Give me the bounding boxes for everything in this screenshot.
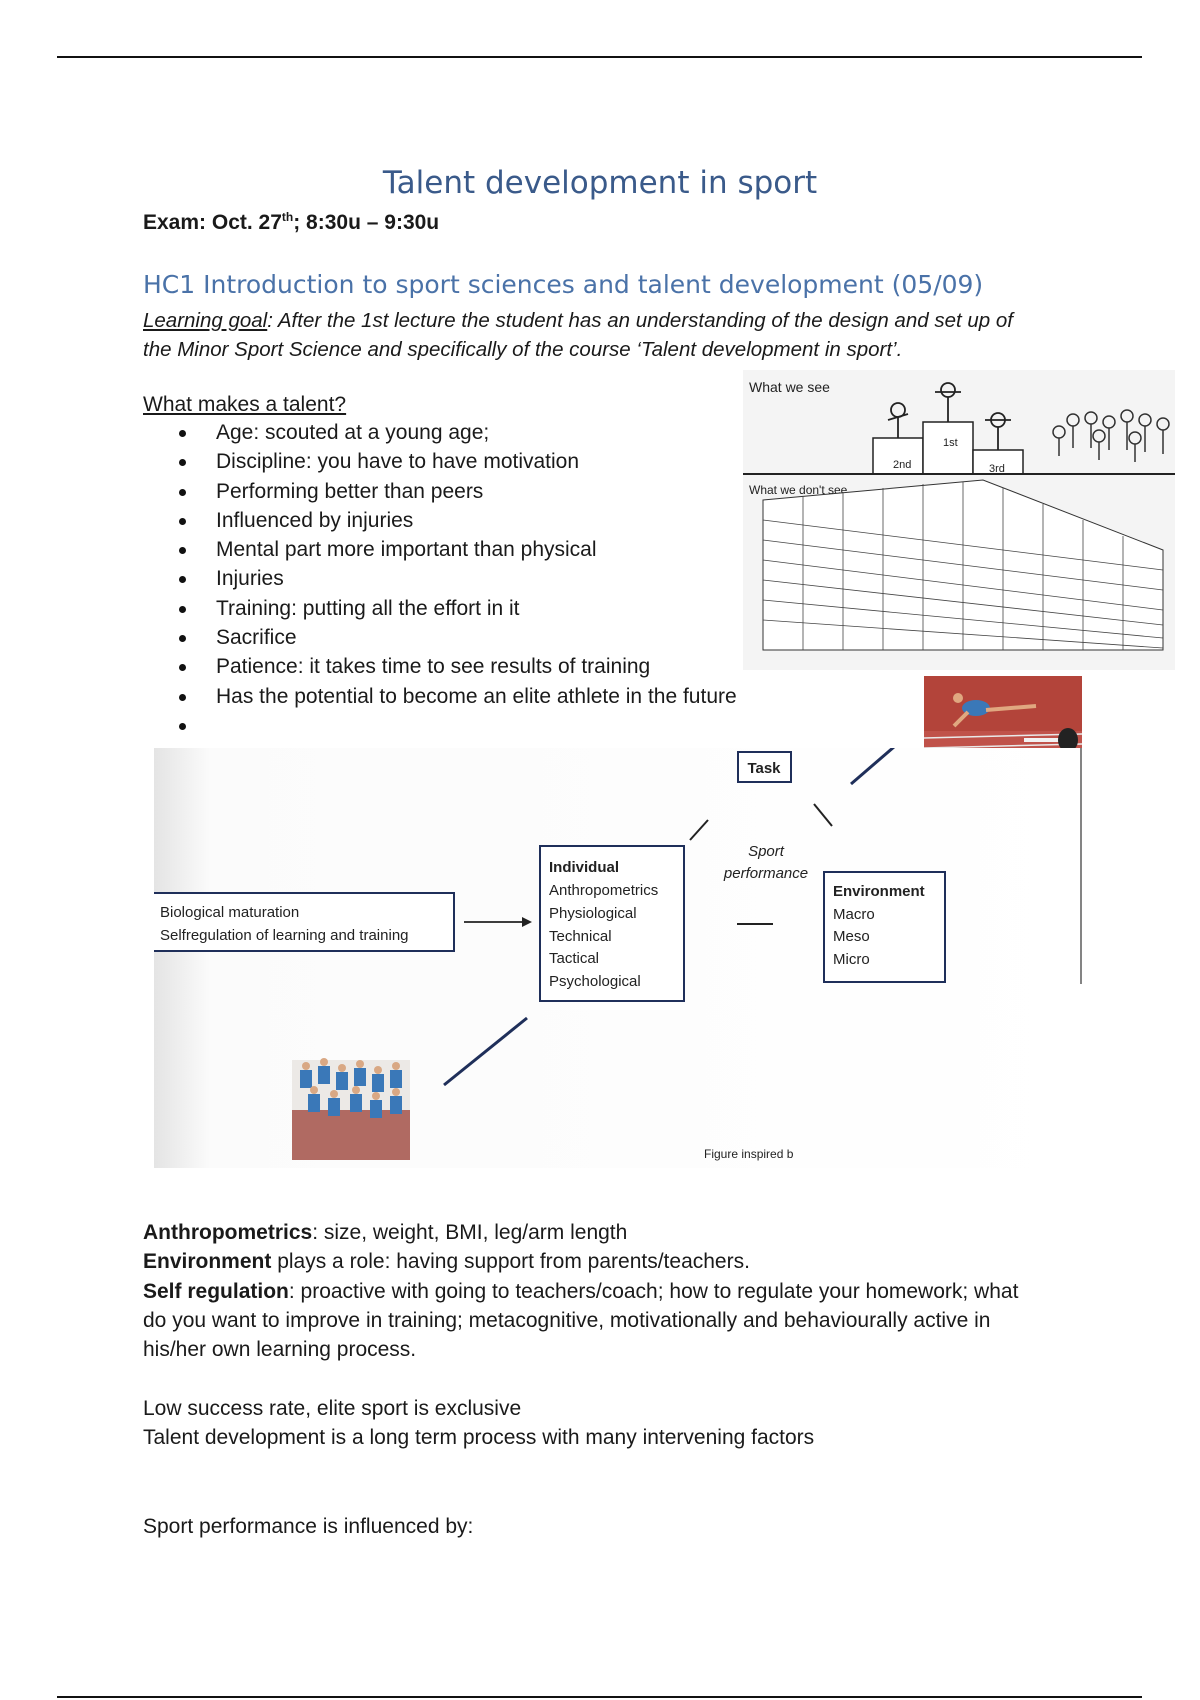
self-regulation-note: [143, 1277, 1033, 1364]
performance-label: performance: [723, 865, 809, 882]
list-item: Injuries: [143, 564, 737, 593]
footer-rule: [57, 1696, 1142, 1698]
page-title: Talent development in sport: [382, 165, 818, 201]
environment-item: Meso: [833, 928, 870, 945]
self-regulation-text: : proactive with going to teachers/coach; how to regulate your homework; what do you want to improve in training; metacognitive, motivationally and behaviourally active in his/her own learning process.: [143, 1280, 1019, 1361]
list-item: Age: scouted at a young age;: [143, 418, 737, 447]
list-item: [143, 711, 737, 740]
environment-item: Micro: [833, 951, 870, 968]
header-rule: [57, 56, 1142, 58]
individual-item: Anthropometrics: [549, 882, 659, 899]
list-item: Mental part more important than physical: [143, 535, 737, 564]
list-item: Patience: it takes time to see results of training: [143, 652, 737, 681]
hurdler-photo: [924, 676, 1082, 758]
what-we-dont-see-label: What we don't see: [749, 483, 848, 497]
what-we-see-label: What we see: [749, 379, 830, 395]
individual-item: Tactical: [549, 950, 600, 967]
exam-date: [143, 210, 439, 235]
individual-item: Psychological: [549, 973, 641, 990]
anthropometrics-text: : size, weight, BMI, leg/arm length: [312, 1221, 628, 1244]
list-item: Training: putting all the effort in it: [143, 594, 737, 623]
iceberg-svg: [743, 370, 1175, 670]
learning-goal-text: : After the 1st lecture the student has an understanding of the design and set up of the Minor Sport Science and specifically of the course ‘Talent development in sport’.: [143, 309, 1013, 361]
list-item: Performing better than peers: [143, 477, 737, 506]
runners-photo: [292, 1058, 410, 1160]
sport-label: Sport: [748, 843, 784, 860]
place-1-label: 1st: [943, 437, 958, 449]
environment-text: plays a role: having support from parents/teachers.: [271, 1250, 750, 1273]
influenced-by-line: Sport performance is influenced by:: [143, 1515, 474, 1538]
self-regulation-label: Self regulation: [143, 1280, 289, 1303]
place-2-label: 2nd: [893, 459, 912, 471]
success-rate-line: Low success rate, elite sport is exclusive: [143, 1397, 522, 1420]
individual-item: Technical: [549, 928, 612, 945]
list-item: Influenced by injuries: [143, 506, 737, 535]
figure-caption: Figure inspired b: [704, 1147, 794, 1161]
list-item: Has the potential to become an elite athlete in the future: [143, 682, 737, 711]
hurdler-svg: [924, 676, 1082, 758]
environment-label: Environment: [143, 1250, 272, 1273]
learning-goal: [143, 306, 1043, 364]
place-3-label: 3rd: [989, 463, 1005, 475]
environment-title: Environment: [833, 883, 925, 900]
environment-note: [143, 1247, 1043, 1276]
exam-sup: th: [281, 210, 294, 224]
iceberg-illustration: [743, 370, 1175, 670]
bio-line-2: Selfregulation of learning and training: [160, 927, 409, 944]
sport-performance-diagram: [154, 748, 1086, 1168]
long-term-line: Talent development is a long term process with many intervening factors: [143, 1426, 815, 1449]
bio-line-1: Biological maturation: [160, 904, 300, 921]
section-heading: HC1 Introduction to sport sciences and talent development (05/09): [143, 270, 984, 299]
task-label: Task: [747, 760, 781, 777]
talent-question: What makes a talent?: [143, 393, 347, 416]
individual-item: Physiological: [549, 905, 637, 922]
diagram-svg: [154, 748, 1086, 1168]
individual-title: Individual: [549, 859, 620, 876]
talent-list: [143, 418, 737, 740]
list-item: Sacrifice: [143, 623, 737, 652]
anthropometrics-label: Anthropometrics: [143, 1221, 313, 1244]
exam-prefix: Exam: Oct. 27: [143, 211, 282, 234]
list-item: Discipline: you have to have motivation: [143, 447, 737, 476]
learning-goal-label: Learning goal: [143, 309, 268, 332]
exam-suffix: ; 8:30u – 9:30u: [293, 211, 440, 234]
environment-item: Macro: [833, 906, 875, 923]
anthropometrics-note: [143, 1218, 1043, 1247]
